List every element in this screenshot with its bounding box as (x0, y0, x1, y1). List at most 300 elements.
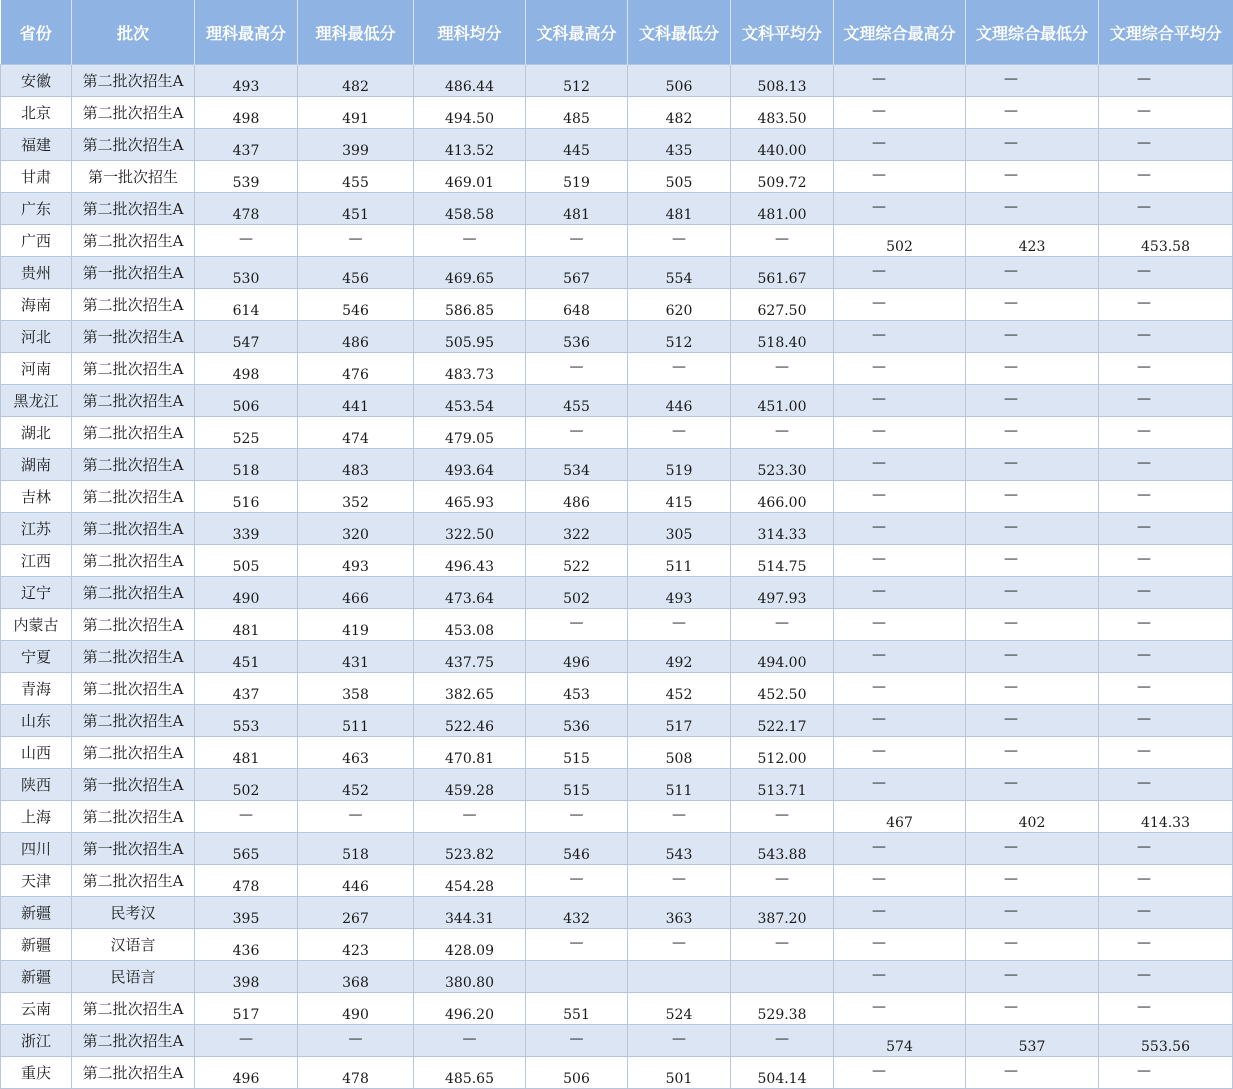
cell-sci-max: 339 (195, 513, 298, 545)
cell-arts-min: 493 (628, 577, 731, 609)
cell-province: 广东 (1, 193, 72, 225)
cell-arts-max: 432 (526, 897, 628, 929)
cell-sci-min: 476 (298, 353, 414, 385)
cell-arts-avg: — (731, 417, 834, 449)
cell-sci-avg: — (414, 801, 526, 833)
cell-province: 黑龙江 (1, 385, 72, 417)
cell-sci-min: 474 (298, 417, 414, 449)
cell-arts-min: — (628, 353, 731, 385)
cell-arts-min: 511 (628, 769, 731, 801)
cell-sci-min: 490 (298, 993, 414, 1025)
cell-arts-min: 512 (628, 321, 731, 353)
cell-sci-min: 368 (298, 961, 414, 993)
cell-batch: 第二批次招生A (72, 353, 195, 385)
cell-comb-max: — (834, 65, 966, 97)
cell-batch: 第二批次招生A (72, 449, 195, 481)
cell-sci-max: 437 (195, 129, 298, 161)
cell-sci-max: 481 (195, 609, 298, 641)
cell-arts-avg (731, 961, 834, 993)
cell-batch: 第二批次招生A (72, 801, 195, 833)
cell-arts-avg: 508.13 (731, 65, 834, 97)
cell-sci-max: 547 (195, 321, 298, 353)
cell-arts-min: 519 (628, 449, 731, 481)
cell-comb-min: — (966, 321, 1099, 353)
cell-comb-avg: — (1099, 65, 1233, 97)
header-row (1, 0, 1233, 65)
table-row (1, 545, 1233, 577)
cell-arts-avg: 483.50 (731, 97, 834, 129)
cell-sci-max: 565 (195, 833, 298, 865)
cell-province: 广西 (1, 225, 72, 257)
cell-province: 河南 (1, 353, 72, 385)
cell-arts-avg: 513.71 (731, 769, 834, 801)
cell-sci-max: — (195, 1025, 298, 1057)
cell-comb-min: — (966, 257, 1099, 289)
cell-sci-avg: 473.64 (414, 577, 526, 609)
cell-comb-max: — (834, 1057, 966, 1089)
cell-comb-avg: — (1099, 705, 1233, 737)
cell-comb-max: — (834, 737, 966, 769)
cell-comb-avg: — (1099, 769, 1233, 801)
cell-province: 江苏 (1, 513, 72, 545)
table-row (1, 865, 1233, 897)
cell-arts-avg: 523.30 (731, 449, 834, 481)
cell-arts-min: — (628, 865, 731, 897)
column-header-arts-min: 文科最低分 (628, 0, 731, 65)
cell-sci-max: 493 (195, 65, 298, 97)
cell-province: 浙江 (1, 1025, 72, 1057)
cell-province: 江西 (1, 545, 72, 577)
cell-province: 天津 (1, 865, 72, 897)
cell-comb-avg: — (1099, 449, 1233, 481)
cell-sci-min: 267 (298, 897, 414, 929)
cell-sci-min: 463 (298, 737, 414, 769)
cell-province: 山东 (1, 705, 72, 737)
cell-batch: 第二批次招生A (72, 737, 195, 769)
cell-comb-max: — (834, 545, 966, 577)
table-row (1, 449, 1233, 481)
cell-province: 湖北 (1, 417, 72, 449)
cell-comb-max: — (834, 641, 966, 673)
cell-comb-avg: — (1099, 737, 1233, 769)
cell-comb-max: — (834, 257, 966, 289)
cell-arts-min: — (628, 1025, 731, 1057)
cell-sci-avg: 382.65 (414, 673, 526, 705)
table-row (1, 993, 1233, 1025)
column-header-sci-max: 理科最高分 (195, 0, 298, 65)
cell-sci-max: 505 (195, 545, 298, 577)
cell-arts-max (526, 961, 628, 993)
cell-arts-min: — (628, 609, 731, 641)
cell-sci-max: 498 (195, 353, 298, 385)
cell-arts-avg: 627.50 (731, 289, 834, 321)
cell-arts-avg: 509.72 (731, 161, 834, 193)
cell-province: 山西 (1, 737, 72, 769)
cell-comb-avg: — (1099, 321, 1233, 353)
cell-sci-avg: 486.44 (414, 65, 526, 97)
table-row (1, 577, 1233, 609)
cell-comb-max: — (834, 481, 966, 513)
cell-sci-min: 423 (298, 929, 414, 961)
cell-sci-max: 506 (195, 385, 298, 417)
cell-sci-avg: 453.54 (414, 385, 526, 417)
cell-province: 吉林 (1, 481, 72, 513)
table-row (1, 417, 1233, 449)
column-header-comb-max: 文理综合最高分 (834, 0, 966, 65)
cell-batch: 第二批次招生A (72, 641, 195, 673)
cell-arts-max: 512 (526, 65, 628, 97)
cell-arts-min: — (628, 801, 731, 833)
cell-comb-avg: — (1099, 1057, 1233, 1089)
cell-comb-min: 402 (966, 801, 1099, 833)
table-row (1, 961, 1233, 993)
cell-comb-max: — (834, 417, 966, 449)
cell-sci-avg: 437.75 (414, 641, 526, 673)
cell-comb-avg: — (1099, 257, 1233, 289)
cell-batch: 第二批次招生A (72, 1025, 195, 1057)
cell-comb-max: — (834, 97, 966, 129)
cell-batch: 第二批次招生A (72, 865, 195, 897)
cell-sci-min: 352 (298, 481, 414, 513)
cell-arts-min: 452 (628, 673, 731, 705)
cell-province: 宁夏 (1, 641, 72, 673)
cell-province: 四川 (1, 833, 72, 865)
table-row (1, 385, 1233, 417)
cell-sci-max: 478 (195, 193, 298, 225)
cell-province: 新疆 (1, 897, 72, 929)
cell-comb-avg: — (1099, 417, 1233, 449)
cell-arts-max: — (526, 609, 628, 641)
column-header-batch: 批次 (72, 0, 195, 65)
cell-province: 云南 (1, 993, 72, 1025)
cell-arts-avg: — (731, 353, 834, 385)
cell-sci-avg: 505.95 (414, 321, 526, 353)
cell-sci-avg: 454.28 (414, 865, 526, 897)
table-row (1, 225, 1233, 257)
cell-sci-min: — (298, 801, 414, 833)
cell-batch: 第二批次招生A (72, 417, 195, 449)
cell-arts-min: 543 (628, 833, 731, 865)
cell-comb-min: — (966, 993, 1099, 1025)
cell-sci-avg: 469.65 (414, 257, 526, 289)
cell-comb-avg: — (1099, 481, 1233, 513)
cell-batch: 第二批次招生A (72, 609, 195, 641)
cell-arts-max: 536 (526, 321, 628, 353)
cell-comb-max: — (834, 993, 966, 1025)
cell-comb-min: — (966, 673, 1099, 705)
cell-sci-max: 395 (195, 897, 298, 929)
cell-comb-avg: — (1099, 609, 1233, 641)
cell-comb-min: — (966, 417, 1099, 449)
cell-province: 海南 (1, 289, 72, 321)
cell-sci-min: 486 (298, 321, 414, 353)
cell-batch: 第二批次招生A (72, 513, 195, 545)
cell-arts-avg: 514.75 (731, 545, 834, 577)
cell-comb-min: — (966, 865, 1099, 897)
cell-comb-min: — (966, 449, 1099, 481)
cell-sci-max: 398 (195, 961, 298, 993)
cell-comb-avg: — (1099, 97, 1233, 129)
cell-sci-min: 466 (298, 577, 414, 609)
cell-arts-max: 455 (526, 385, 628, 417)
cell-arts-avg: — (731, 225, 834, 257)
cell-arts-max: — (526, 225, 628, 257)
cell-comb-min: — (966, 929, 1099, 961)
table-row (1, 1057, 1233, 1089)
column-header-province: 省份 (1, 0, 72, 65)
table-row (1, 1025, 1233, 1057)
cell-province: 甘肃 (1, 161, 72, 193)
cell-arts-max: — (526, 865, 628, 897)
cell-comb-min: — (966, 897, 1099, 929)
cell-batch: 第一批次招生A (72, 321, 195, 353)
cell-comb-max: 502 (834, 225, 966, 257)
cell-sci-avg: — (414, 225, 526, 257)
cell-comb-avg: — (1099, 993, 1233, 1025)
cell-arts-avg: 494.00 (731, 641, 834, 673)
cell-sci-min: 399 (298, 129, 414, 161)
cell-comb-max: — (834, 897, 966, 929)
cell-batch: 第二批次招生A (72, 993, 195, 1025)
cell-sci-max: 525 (195, 417, 298, 449)
cell-arts-max: 536 (526, 705, 628, 737)
cell-arts-min: 554 (628, 257, 731, 289)
cell-sci-avg: 523.82 (414, 833, 526, 865)
cell-arts-max: 534 (526, 449, 628, 481)
cell-arts-min: 524 (628, 993, 731, 1025)
table-row (1, 705, 1233, 737)
cell-batch: 汉语言 (72, 929, 195, 961)
cell-comb-max: — (834, 449, 966, 481)
cell-sci-avg: 428.09 (414, 929, 526, 961)
cell-sci-avg: 496.43 (414, 545, 526, 577)
cell-arts-avg: 512.00 (731, 737, 834, 769)
cell-sci-max: 481 (195, 737, 298, 769)
cell-sci-min: 358 (298, 673, 414, 705)
cell-comb-min: — (966, 129, 1099, 161)
cell-arts-max: 567 (526, 257, 628, 289)
cell-arts-min: — (628, 417, 731, 449)
cell-comb-avg: — (1099, 545, 1233, 577)
cell-arts-min: 506 (628, 65, 731, 97)
cell-sci-avg: 344.31 (414, 897, 526, 929)
table-row (1, 289, 1233, 321)
cell-arts-avg: — (731, 801, 834, 833)
cell-arts-max: 648 (526, 289, 628, 321)
cell-sci-max: 490 (195, 577, 298, 609)
table-row (1, 769, 1233, 801)
cell-sci-min: 446 (298, 865, 414, 897)
cell-arts-avg: — (731, 929, 834, 961)
cell-arts-max: 481 (526, 193, 628, 225)
cell-arts-avg: — (731, 865, 834, 897)
cell-comb-min: — (966, 481, 1099, 513)
cell-sci-avg: 483.73 (414, 353, 526, 385)
cell-comb-max: — (834, 577, 966, 609)
table-row (1, 641, 1233, 673)
cell-comb-avg: — (1099, 577, 1233, 609)
cell-sci-max: 539 (195, 161, 298, 193)
cell-comb-min: — (966, 641, 1099, 673)
cell-arts-avg: 387.20 (731, 897, 834, 929)
cell-arts-max: 522 (526, 545, 628, 577)
cell-batch: 民语言 (72, 961, 195, 993)
cell-comb-min: — (966, 193, 1099, 225)
cell-comb-max: — (834, 385, 966, 417)
table-row (1, 833, 1233, 865)
cell-comb-max: — (834, 769, 966, 801)
cell-sci-avg: 413.52 (414, 129, 526, 161)
cell-arts-min: 501 (628, 1057, 731, 1089)
cell-comb-min: 423 (966, 225, 1099, 257)
cell-comb-avg: — (1099, 289, 1233, 321)
cell-sci-max: 496 (195, 1057, 298, 1089)
cell-comb-avg: — (1099, 897, 1233, 929)
cell-arts-max: 519 (526, 161, 628, 193)
column-header-comb-min: 文理综合最低分 (966, 0, 1099, 65)
cell-comb-max: — (834, 833, 966, 865)
cell-arts-max: 546 (526, 833, 628, 865)
cell-arts-min: 435 (628, 129, 731, 161)
cell-sci-min: 518 (298, 833, 414, 865)
cell-sci-avg: 453.08 (414, 609, 526, 641)
cell-arts-avg: 504.14 (731, 1057, 834, 1089)
cell-arts-avg: 466.00 (731, 481, 834, 513)
cell-sci-max: — (195, 801, 298, 833)
cell-sci-avg: 469.01 (414, 161, 526, 193)
cell-arts-min: 505 (628, 161, 731, 193)
cell-arts-max: 496 (526, 641, 628, 673)
cell-comb-avg: — (1099, 865, 1233, 897)
table-row (1, 801, 1233, 833)
cell-sci-max: 451 (195, 641, 298, 673)
column-header-sci-min: 理科最低分 (298, 0, 414, 65)
table-row (1, 65, 1233, 97)
cell-arts-max: 502 (526, 577, 628, 609)
cell-comb-avg: — (1099, 641, 1233, 673)
cell-province: 上海 (1, 801, 72, 833)
table-header (1, 0, 1233, 65)
cell-sci-avg: 465.93 (414, 481, 526, 513)
cell-comb-min: 537 (966, 1025, 1099, 1057)
table-row (1, 321, 1233, 353)
cell-arts-avg: 522.17 (731, 705, 834, 737)
column-header-arts-max: 文科最高分 (526, 0, 628, 65)
cell-province: 安徽 (1, 65, 72, 97)
cell-province: 陕西 (1, 769, 72, 801)
cell-sci-max: 553 (195, 705, 298, 737)
cell-comb-max: 467 (834, 801, 966, 833)
cell-comb-avg: 414.33 (1099, 801, 1233, 833)
cell-sci-avg: — (414, 1025, 526, 1057)
cell-comb-min: — (966, 961, 1099, 993)
cell-comb-max: — (834, 161, 966, 193)
cell-comb-min: — (966, 769, 1099, 801)
cell-comb-avg: — (1099, 833, 1233, 865)
cell-sci-avg: 485.65 (414, 1057, 526, 1089)
cell-batch: 第二批次招生A (72, 481, 195, 513)
table-row (1, 353, 1233, 385)
cell-arts-max: 515 (526, 737, 628, 769)
cell-comb-min: — (966, 161, 1099, 193)
cell-arts-avg: 452.50 (731, 673, 834, 705)
cell-batch: 民考汉 (72, 897, 195, 929)
cell-arts-avg: 497.93 (731, 577, 834, 609)
cell-sci-min: 455 (298, 161, 414, 193)
cell-arts-avg: 481.00 (731, 193, 834, 225)
cell-comb-max: — (834, 961, 966, 993)
cell-province: 新疆 (1, 961, 72, 993)
cell-comb-avg: — (1099, 129, 1233, 161)
cell-arts-min (628, 961, 731, 993)
cell-arts-avg: — (731, 609, 834, 641)
cell-arts-max: 486 (526, 481, 628, 513)
cell-arts-max: 506 (526, 1057, 628, 1089)
cell-sci-max: 516 (195, 481, 298, 513)
table-row (1, 257, 1233, 289)
cell-arts-max: 515 (526, 769, 628, 801)
cell-comb-avg: — (1099, 385, 1233, 417)
cell-arts-avg: 314.33 (731, 513, 834, 545)
cell-sci-min: 511 (298, 705, 414, 737)
cell-arts-min: — (628, 929, 731, 961)
cell-arts-avg: 529.38 (731, 993, 834, 1025)
table-row (1, 193, 1233, 225)
cell-province: 河北 (1, 321, 72, 353)
cell-batch: 第一批次招生A (72, 833, 195, 865)
cell-arts-avg: 440.00 (731, 129, 834, 161)
cell-arts-min: 482 (628, 97, 731, 129)
cell-province: 重庆 (1, 1057, 72, 1089)
cell-comb-min: — (966, 1057, 1099, 1089)
cell-batch: 第二批次招生A (72, 225, 195, 257)
cell-sci-max: 530 (195, 257, 298, 289)
cell-batch: 第二批次招生A (72, 577, 195, 609)
cell-comb-max: — (834, 705, 966, 737)
cell-arts-min: 508 (628, 737, 731, 769)
cell-comb-max: — (834, 321, 966, 353)
cell-comb-avg: — (1099, 161, 1233, 193)
cell-sci-avg: 458.58 (414, 193, 526, 225)
cell-province: 北京 (1, 97, 72, 129)
cell-arts-min: 620 (628, 289, 731, 321)
cell-arts-max: 453 (526, 673, 628, 705)
cell-comb-min: — (966, 353, 1099, 385)
cell-arts-avg: 518.40 (731, 321, 834, 353)
cell-sci-avg: 470.81 (414, 737, 526, 769)
cell-comb-avg: — (1099, 513, 1233, 545)
cell-arts-min: 415 (628, 481, 731, 513)
cell-batch: 第二批次招生A (72, 289, 195, 321)
cell-arts-min: 363 (628, 897, 731, 929)
cell-sci-max: 517 (195, 993, 298, 1025)
cell-sci-avg: 494.50 (414, 97, 526, 129)
cell-sci-max: 436 (195, 929, 298, 961)
cell-arts-max: — (526, 801, 628, 833)
cell-sci-max: — (195, 225, 298, 257)
cell-batch: 第二批次招生A (72, 129, 195, 161)
cell-arts-max: — (526, 417, 628, 449)
cell-comb-min: — (966, 385, 1099, 417)
cell-province: 湖南 (1, 449, 72, 481)
cell-sci-max: 518 (195, 449, 298, 481)
cell-province: 新疆 (1, 929, 72, 961)
cell-sci-min: 491 (298, 97, 414, 129)
cell-arts-max: — (526, 353, 628, 385)
cell-arts-min: 492 (628, 641, 731, 673)
table-body (1, 65, 1233, 1089)
cell-comb-min: — (966, 65, 1099, 97)
